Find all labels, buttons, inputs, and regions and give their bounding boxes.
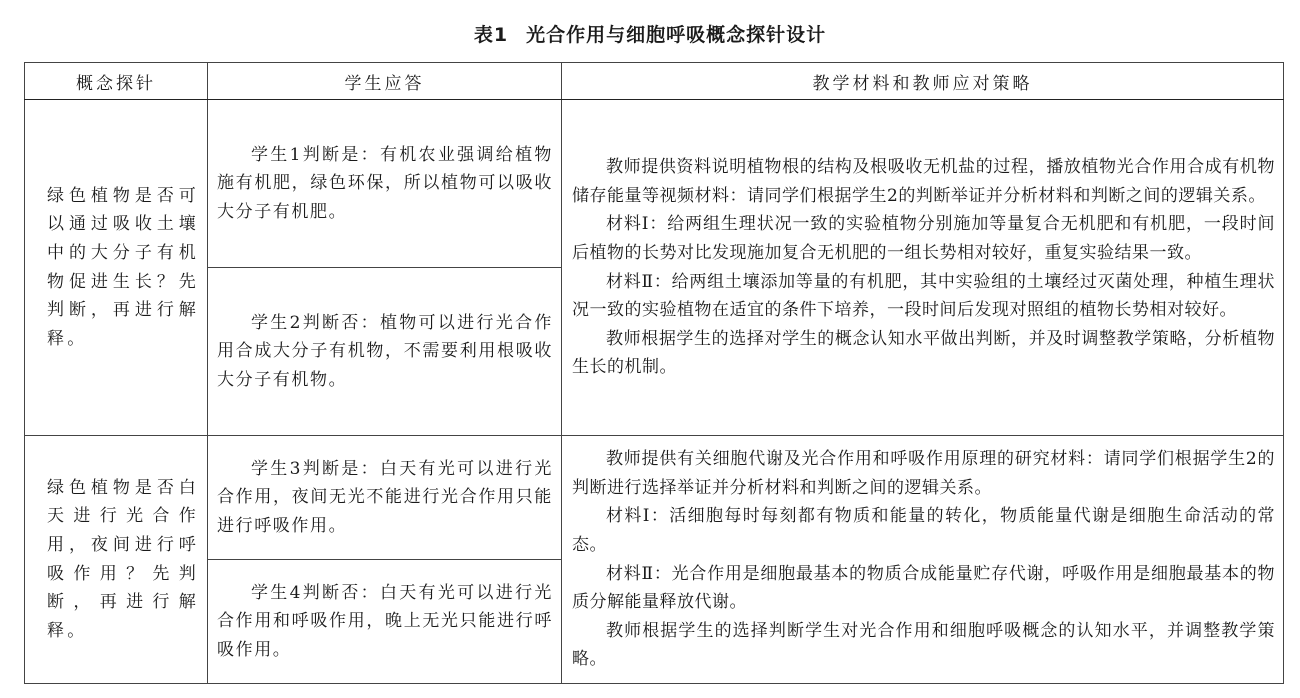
student-answer-cell: [208, 268, 562, 436]
student-answer-text: 学生2判断否：植物可以进行光合作用合成大分子有机物，不需要利用根吸收大分子有机物。: [217, 312, 553, 390]
table-row: [25, 100, 1284, 268]
table-row: [25, 436, 1284, 560]
concept-probe-cell: 绿色植物是否白天进行光合作用，夜间进行呼吸作用？先判断，再进行解释。: [25, 436, 208, 684]
table-number: 表1: [473, 24, 509, 46]
strategy-paragraph: 材料Ⅱ：光合作用是细胞最基本的物质合成能量贮存代谢，呼吸作用是细胞最基本的物质分解能量释放代谢。: [572, 563, 1275, 613]
student-answer-cell: [208, 560, 562, 684]
header-student-response: 学生应答: [208, 63, 562, 100]
strategy-paragraph: 教师提供有关细胞代谢及光合作用和呼吸作用原理的研究材料：请同学们根据学生2的判断进行选择举证并分析材料和判断之间的逻辑关系。: [572, 449, 1275, 498]
strategy-paragraph: 教师提供资料说明植物根的结构及根吸收无机盐的过程，播放植物光合作用合成有机物储存能量等视频材料：请同学们根据学生2的判断举证并分析材料和判断之间的逻辑关系。: [572, 157, 1275, 206]
header-row: [25, 63, 1284, 100]
student-answer-text: 学生3判断是：白天有光可以进行光合作用，夜间无光不能进行光合作用只能进行呼吸作用。: [217, 458, 553, 536]
table-caption: 光合作用与细胞呼吸概念探针设计: [526, 24, 827, 46]
header-concept-probe: 概念探针: [25, 63, 208, 100]
concept-probe-cell: 绿色植物是否可以通过吸收土壤中的大分子有机物促进生长？先判断，再进行解释。: [25, 100, 208, 436]
strategy-cell: [562, 436, 1284, 684]
concept-probe-table: [24, 62, 1284, 684]
strategy-paragraph: 材料Ⅰ：给两组生理状况一致的实验植物分别施加等量复合无机肥和有机肥，一段时间后植物的长势对比发现施加复合无机肥的一组长势相对较好，重复实验结果一致。: [572, 214, 1275, 263]
student-answer-cell: [208, 436, 562, 560]
strategy-paragraph: 教师根据学生的选择对学生的概念认知水平做出判断，并及时调整教学策略，分析植物生长的机制。: [572, 328, 1275, 378]
student-answer-cell: [208, 100, 562, 268]
student-answer-text: 学生4判断否：白天有光可以进行光合作用和呼吸作用，晚上无光只能进行呼吸作用。: [217, 582, 553, 660]
strategy-cell: [562, 100, 1284, 436]
strategy-paragraph: 材料Ⅱ：给两组土壤添加等量的有机肥，其中实验组的土壤经过灭菌处理，种植生理状况一致的实验植物在适宜的条件下培养，一段时间后发现对照组的植物长势相对较好。: [572, 271, 1275, 321]
header-teaching-strategy: 教学材料和教师应对策略: [562, 63, 1284, 100]
student-answer-text: 学生1判断是：有机农业强调给植物施有机肥，绿色环保，所以植物可以吸收大分子有机肥。: [217, 144, 553, 222]
table-title: [0, 22, 1300, 48]
strategy-paragraph: 教师根据学生的选择判断学生对光合作用和细胞呼吸概念的认知水平，并调整教学策略。: [572, 620, 1275, 670]
strategy-paragraph: 材料Ⅰ：活细胞每时每刻都有物质和能量的转化，物质能量代谢是细胞生命活动的常态。: [572, 506, 1275, 555]
